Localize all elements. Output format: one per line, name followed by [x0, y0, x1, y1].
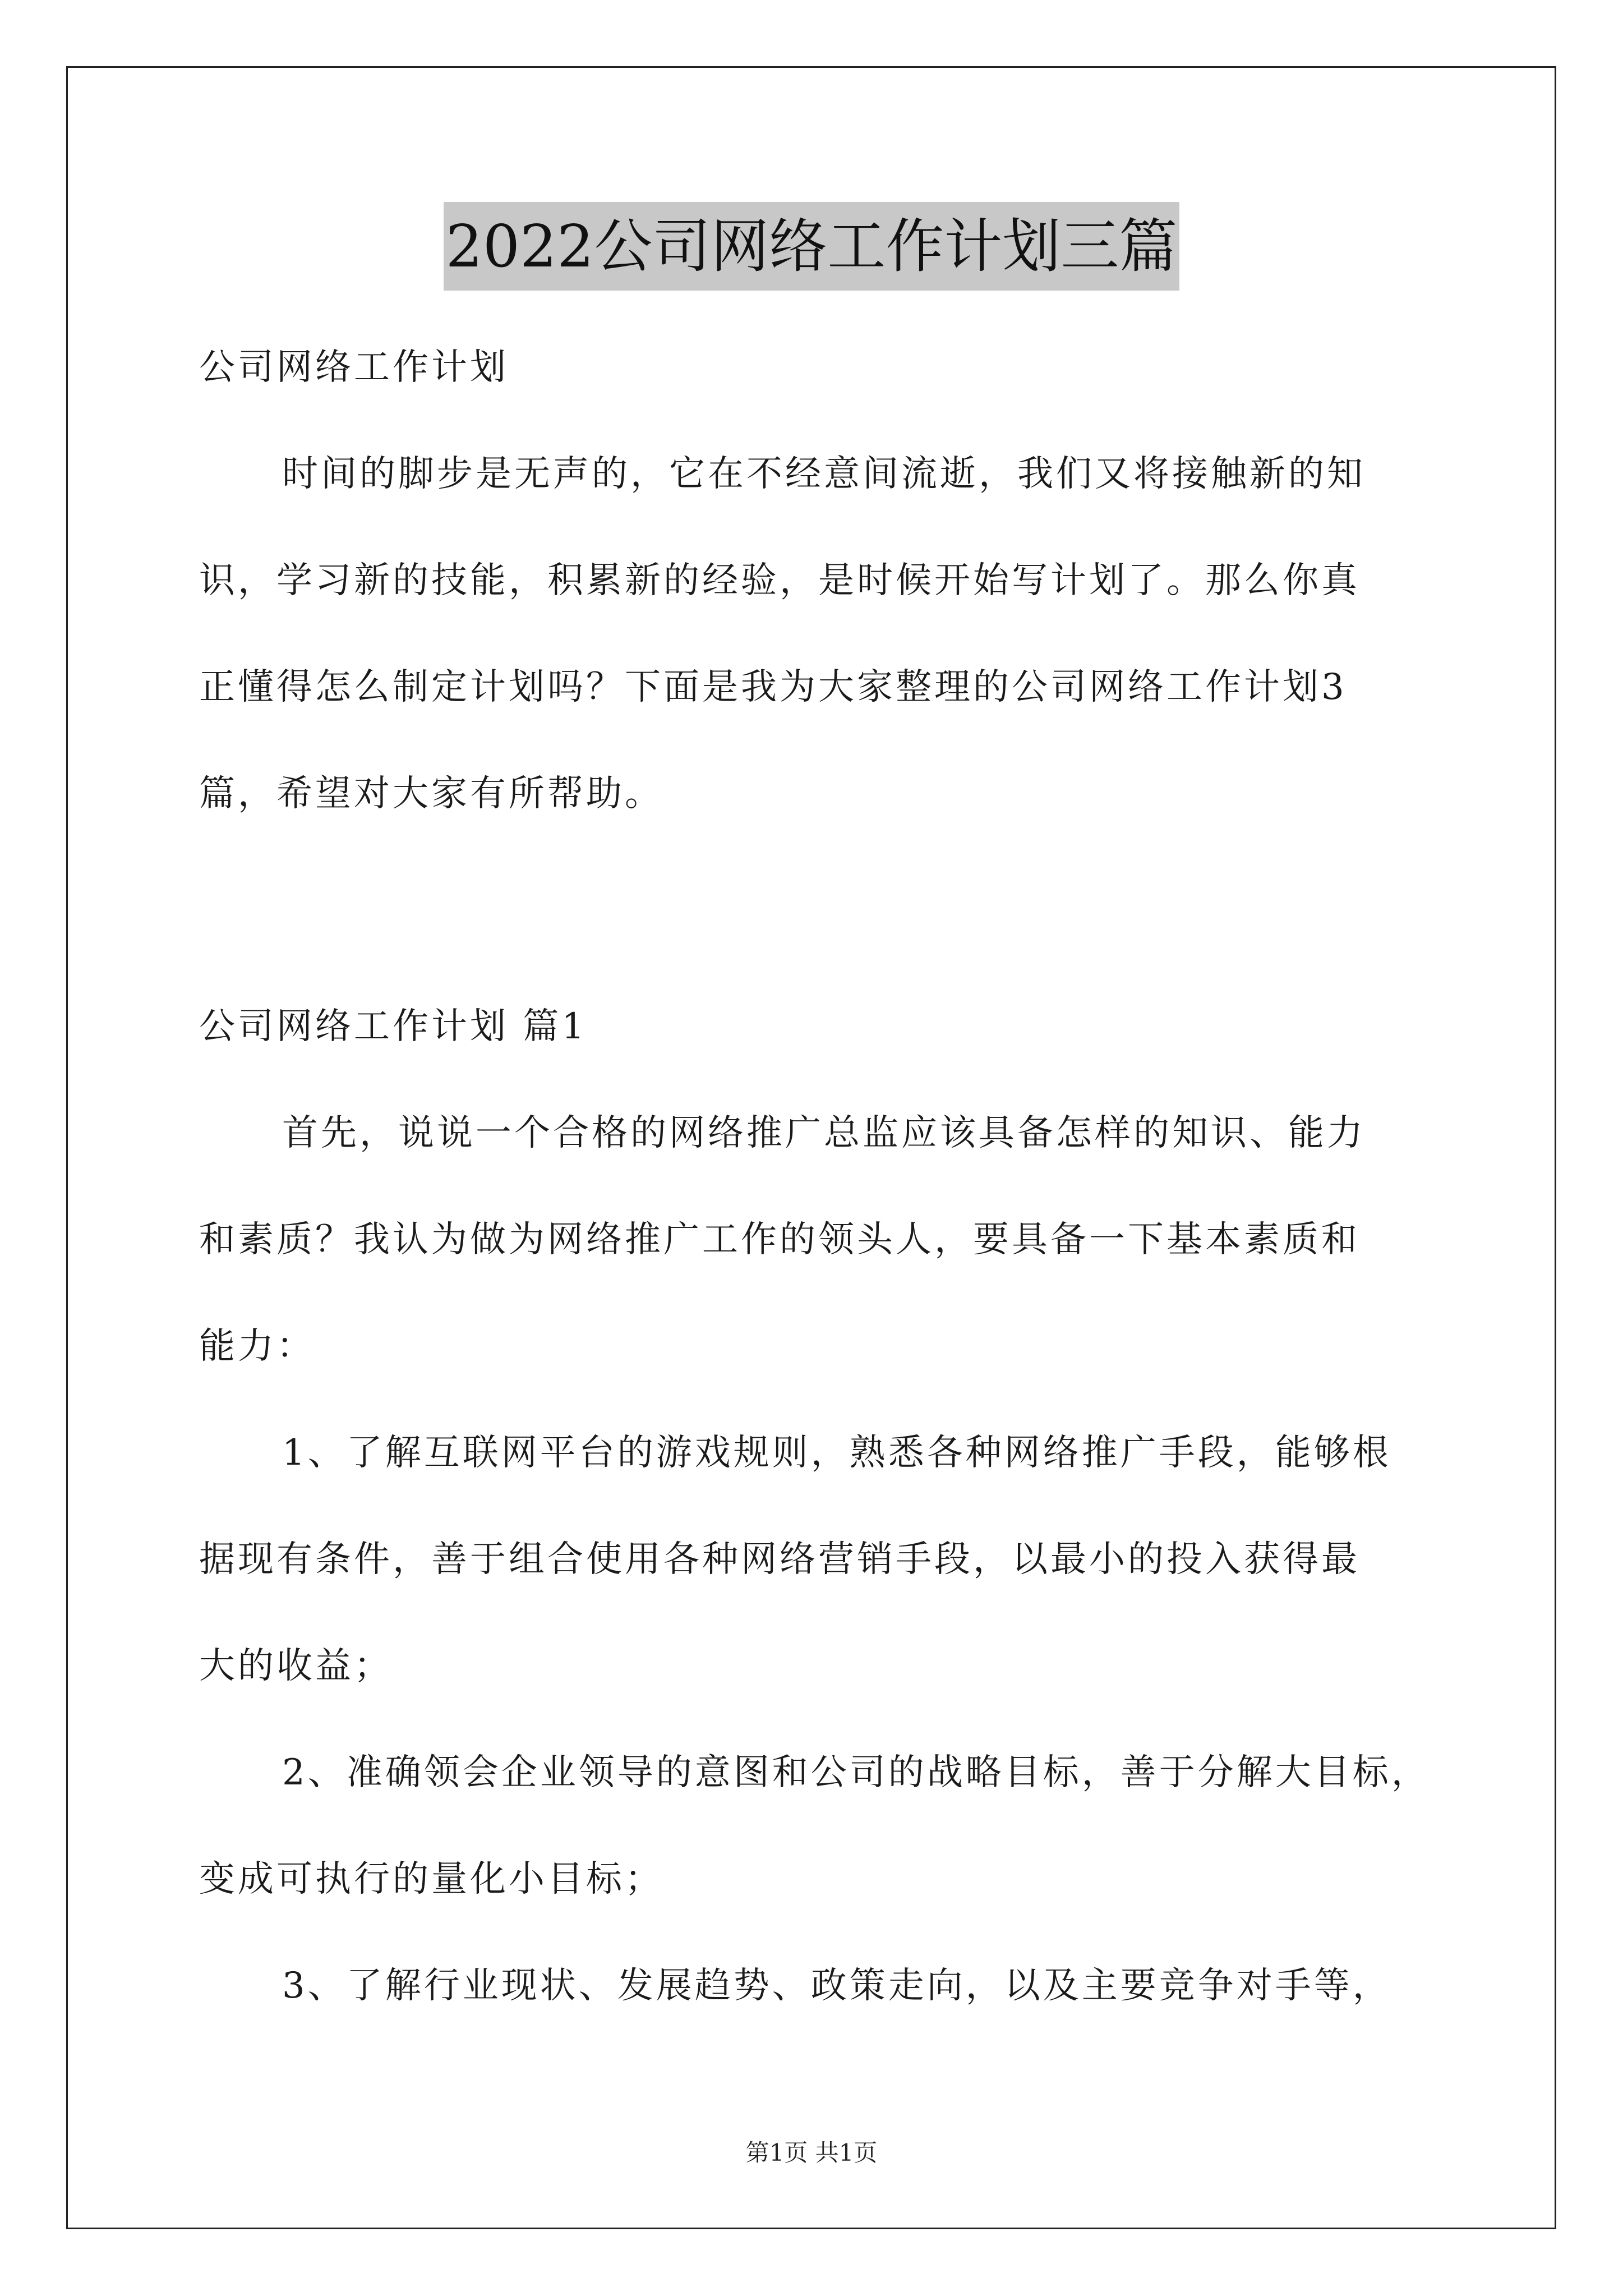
paragraph-line: 能力：: [199, 1326, 315, 1367]
list-item-line: 3、了解行业现状、发展趋势、政策走向，以及主要竞争对手等，: [282, 1965, 1391, 2007]
list-item-line: 大的收益；: [199, 1645, 393, 1687]
page-footer: 第1页 共1页: [745, 2139, 878, 2166]
chapter-heading: 公司网络工作计划 篇1: [199, 1006, 588, 1047]
paragraph-line: 篇，希望对大家有所帮助。: [199, 773, 663, 815]
document-title: 2022公司网络工作计划三篇: [444, 202, 1180, 291]
chapter-one-section: [199, 973, 1433, 2039]
list-item-line: 1、了解互联网平台的游戏规则，熟悉各种网络推广手段，能够根: [282, 1432, 1391, 1474]
list-item-line: 据现有条件，善于组合使用各种网络营销手段，以最小的投入获得最: [199, 1539, 1360, 1580]
paragraph-line: 正懂得怎么制定计划吗？下面是我为大家整理的公司网络工作计划3: [199, 666, 1347, 708]
list-item-line: 2、准确领会企业领导的意图和公司的战略目标，善于分解大目标，: [282, 1752, 1430, 1793]
list-item-line: 变成可执行的量化小目标；: [199, 1858, 663, 1900]
paragraph-line: 首先，说说一个合格的网络推广总监应该具备怎样的知识、能力: [282, 1112, 1366, 1154]
paragraph-line: 识，学习新的技能，积累新的经验，是时候开始写计划了。那么你真: [199, 560, 1360, 601]
paragraph-line: 时间的脚步是无声的，它在不经意间流逝，我们又将接触新的知: [282, 453, 1366, 495]
paragraph-line: 和素质？我认为做为网络推广工作的领头人，要具备一下基本素质和: [199, 1219, 1360, 1260]
intro-section: [199, 314, 1433, 847]
section-heading: 公司网络工作计划: [199, 347, 509, 388]
title-container: [0, 202, 1623, 291]
